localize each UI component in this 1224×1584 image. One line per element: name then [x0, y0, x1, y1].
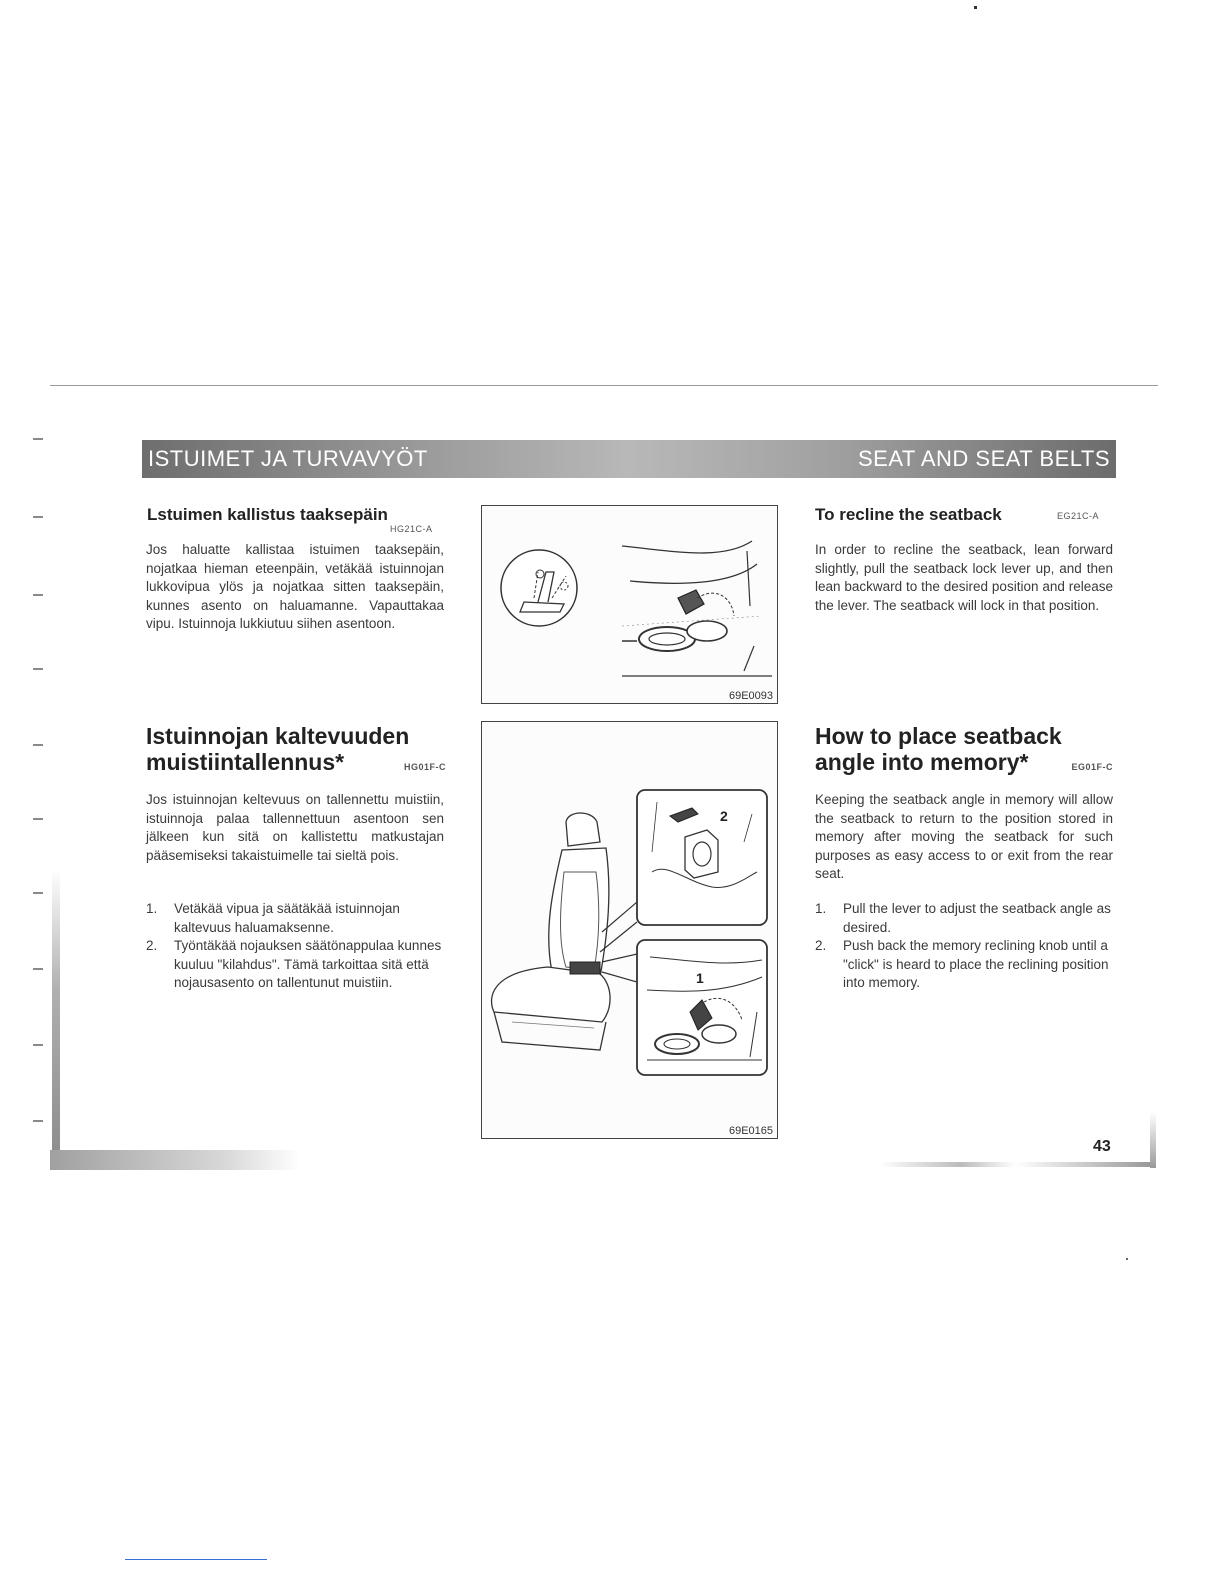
paragraph-recline-fi: Jos haluatte kallistaa istuimen taaksepäin, nojatkaa hieman eteenpäin, vetäkää istuinnojan lukkovipua ylös ja nojatkaa sitten taaksepäin, kunnes asento on haluamanne. Vapauttakaa vipu. Istuinnoja lukkiutuu siihen asentoon.: [146, 542, 444, 631]
scan-shadow-right: [1150, 1112, 1156, 1168]
heading-memory-en-line2: angle into memory*: [815, 749, 1029, 775]
heading-memory-fi-line2: muistiintallennus*: [146, 749, 345, 775]
recline-lever-illustration: [482, 506, 777, 703]
figure-code-2: 69E0165: [728, 1125, 773, 1137]
scan-speck: [974, 6, 977, 9]
figure-code-1: 69E0093: [728, 690, 773, 702]
scan-shadow: [50, 1150, 300, 1170]
section-title-fi: ISTUIMET JA TURVAVYÖT: [148, 446, 428, 471]
list-item: 2. Työntäkää nojauksen säätönappulaa kunnes kuuluu "kilahdus". Tämä tarkoittaa sitä että nojausasento on tallentunut muistiin.: [146, 938, 442, 990]
list-item: 1. Pull the lever to adjust the seatback angle as desired.: [815, 901, 1111, 935]
figure-recline-lever: [481, 505, 778, 704]
heading-memory-fi: [146, 723, 446, 780]
paragraph-recline-en: In order to recline the seatback, lean forward slightly, pull the seatback lock lever up, and then lean backward to the desired position and release the lever. The seatback will lock in that position.: [815, 542, 1113, 613]
list-item: 1. Vetäkää vipua ja säätäkää istuinnojan kaltevuus haluamaksenne.: [146, 901, 400, 935]
scan-shadow-bottom: [880, 1162, 1150, 1167]
heading-recline-en: To recline the seatback: [815, 505, 1002, 524]
steps-list-en: [815, 900, 1113, 993]
binder-tick: [33, 1044, 43, 1046]
binder-tick: [33, 668, 43, 670]
binder-tick: [33, 892, 43, 894]
code-memory-fi: HG01F-C: [403, 762, 446, 772]
paragraph-memory-en: Keeping the seatback angle in memory will allow the seatback to return to the position stored in memory after moving the seatback for such purposes as easy access to or exit from the rear seat.: [815, 792, 1113, 881]
paragraph-memory-fi: Jos istuinnojan keltevuus on tallennettu muistiin, istuinnoja palaa tallennettuun asentoon sen jälkeen kun sitä on kallistettu matkustajan pääsemiseksi takaistuimelle tai sieltä pois.: [146, 792, 444, 863]
code-memory-en: EG01F-C: [1071, 762, 1113, 772]
memory-knob-illustration: [482, 722, 777, 1138]
steps-list-fi: [146, 900, 444, 993]
list-item: 2. Push back the memory reclining knob until a "click" is heard to place the reclining position into memory.: [815, 938, 1109, 990]
binder-tick: [33, 594, 43, 596]
page-number: 43: [1093, 1138, 1111, 1155]
binder-edge: [52, 870, 60, 1170]
heading-memory-en: [815, 723, 1113, 780]
stray-blue-line: [125, 1559, 267, 1560]
top-rule: [50, 385, 1158, 386]
binder-tick: [33, 1120, 43, 1122]
heading-memory-fi-line1: Istuinnojan kaltevuuden: [146, 723, 410, 749]
heading-memory-en-line1: How to place seatback: [815, 723, 1062, 749]
figure-memory-knob: [481, 721, 778, 1139]
section-title-en: SEAT AND SEAT BELTS: [858, 446, 1110, 471]
heading-recline-fi: Lstuimen kallistus taaksepäin: [147, 505, 388, 524]
code-recline-fi: HG21C-A: [390, 524, 433, 534]
binder-tick: [33, 818, 43, 820]
binder-tick: [33, 744, 43, 746]
code-recline-en: EG21C-A: [1057, 511, 1100, 521]
scan-speck: [1126, 1258, 1128, 1260]
binder-tick: [33, 516, 43, 518]
callout-number-1: 1: [696, 970, 704, 986]
binder-tick: [33, 968, 43, 970]
binder-tick: [33, 438, 43, 440]
callout-number-2: 2: [720, 808, 728, 824]
